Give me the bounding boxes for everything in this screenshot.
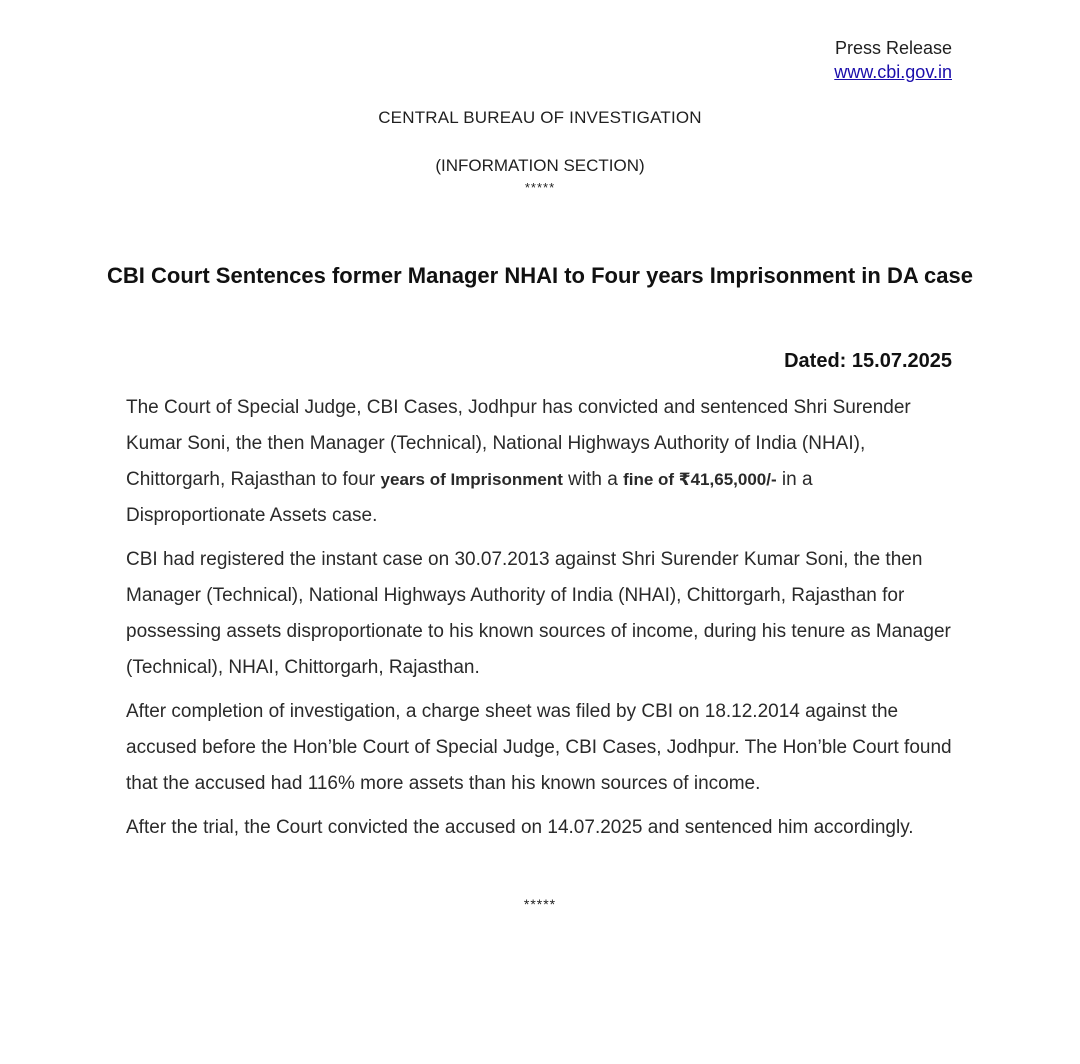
p1-bold-imprisonment: years of Imprisonment [380, 470, 563, 489]
website-link[interactable]: www.cbi.gov.in [834, 62, 952, 82]
paragraph-2: CBI had registered the instant case on 30.07.2013 against Shri Surender Kumar Soni, the then Manager (Technical), National Highways Authority of India (NHAI), Chittorgarh, Rajasthan for possessing assets disproportionate to his known sources of income, during his tenure as Manager (Technical), NHAI, Chittorgarh, Rajasthan. [126, 549, 951, 678]
p1-bold-fine: fine of ₹41,65,000/- [623, 470, 777, 489]
paragraph-1 [126, 390, 956, 534]
date-line: Dated: 15.07.2025 [784, 350, 952, 372]
page-title: CBI Court Sentences former Manager NHAI to Four years Imprisonment in DA case [107, 263, 973, 288]
paragraph-4: After the trial, the Court convicted the accused on 14.07.2025 and sentenced him accordingly. [126, 817, 914, 838]
press-release-label: Press Release [834, 38, 952, 58]
header-block [834, 36, 952, 84]
p1-text-3: in a Disproportionate Assets case. [126, 469, 813, 526]
organization-name: CENTRAL BUREAU OF INVESTIGATION [378, 108, 702, 127]
section-name: (INFORMATION SECTION) [435, 156, 645, 175]
p1-text-2: with a [562, 469, 624, 490]
paragraph-3: After completion of investigation, a charge sheet was filed by CBI on 18.12.2014 against the accused before the Hon’ble Court of Special Judge, CBI Cases, Jodhpur. The Hon’ble Court found that the accused had 116% more assets than his known sources of income. [126, 701, 952, 794]
body-text [126, 390, 956, 854]
separator-top: ***** [524, 180, 556, 195]
p1-text-1: The Court of Special Judge, CBI Cases, Jodhpur has convicted and sentenced Shri Surender Kumar Soni, the then Manager (Technical), National Highways Authority of India (NHAI), Chittorgarh, Rajasthan to four [126, 397, 911, 490]
separator-bottom: ***** [523, 896, 557, 912]
